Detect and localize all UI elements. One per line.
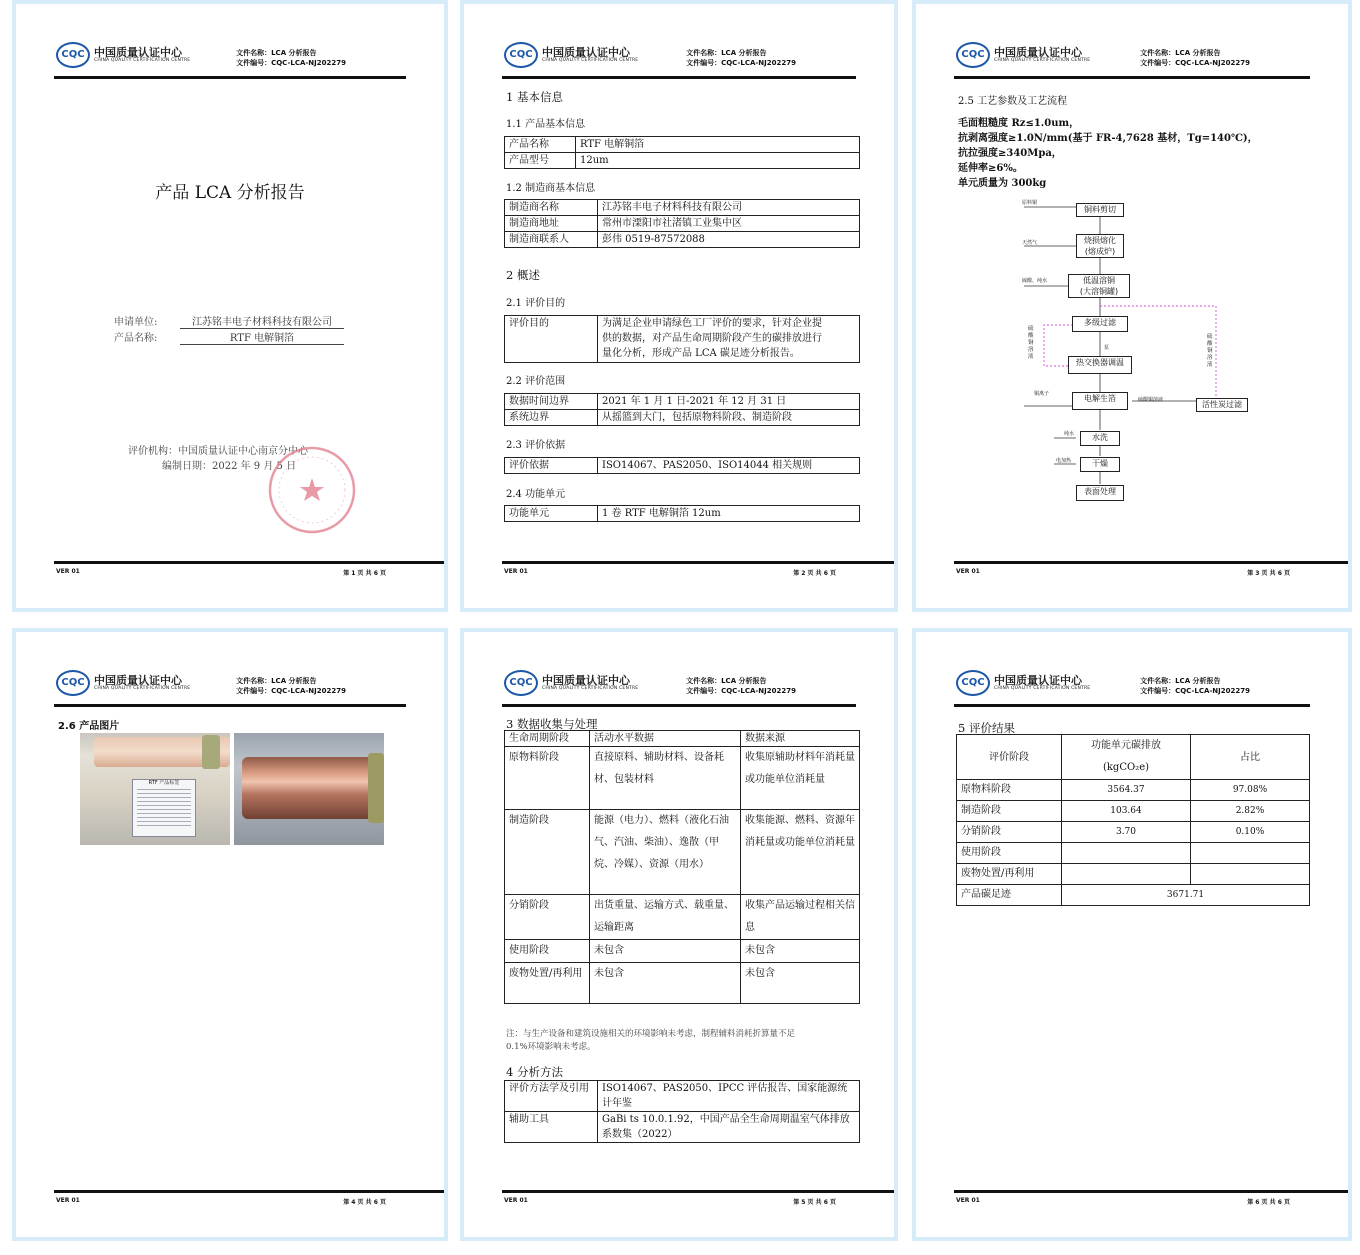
page-header xyxy=(954,40,1310,79)
param-line: 延伸率≥6%。 xyxy=(958,163,1023,174)
evaluator: 评价机构：中国质量认证中心南京分中心 xyxy=(128,446,308,457)
table-header-row: 评价阶段 功能单元碳排放 (kgCO₂e) 占比 xyxy=(957,735,1310,780)
table-row: 使用阶段 xyxy=(957,843,1310,864)
table-row: 功能单元 1 卷 RTF 电解铜箔 12um xyxy=(505,506,860,522)
table-row: 制造阶段 103.64 2.82% xyxy=(957,801,1310,822)
functional-unit-table xyxy=(504,505,860,522)
roll-end-cap xyxy=(202,735,220,769)
file-info: 文件名称：LCA 分析报告 文件编号：CQC-LCA-NJ202279 xyxy=(236,49,346,67)
flow-box: 电解生箔 xyxy=(1072,392,1128,410)
flow-input-label: 电加热 xyxy=(1056,458,1072,464)
cqc-logo: CQC 中国质量认证中心 CHINA QUALITY CERTIFICATION CENTRE xyxy=(56,40,186,72)
section-heading: 3 数据收集与处理 xyxy=(506,717,598,731)
section-heading: 2.3 评价依据 xyxy=(506,440,566,451)
table-row: 产品名称 RTF 电解铜箔 xyxy=(505,137,860,153)
cqc-logo: CQC 中国质量认证中心 CHINA QUALITY CERTIFICATION CENTRE xyxy=(56,668,186,700)
flow-box: 铜料剪切 xyxy=(1076,203,1124,217)
applicant-label: 申请单位: xyxy=(114,317,158,328)
cqc-logo: CQC 中国质量认证中心 CHINA QUALITY CERTIFICATION CENTRE xyxy=(956,668,1086,700)
table-row: 废物处置/再利用 xyxy=(957,864,1310,885)
page-header xyxy=(54,40,406,79)
flow-input-label: 天然气 xyxy=(1022,240,1038,246)
data-collection-table xyxy=(504,730,860,1004)
report-page-6 xyxy=(912,628,1352,1241)
file-info: 文件名称：LCA 分析报告 文件编号：CQC-LCA-NJ202279 xyxy=(686,677,796,695)
flow-input-label: 硫酸铜溶液 xyxy=(1138,397,1164,403)
table-row: 评价目的 为满足企业申请绿色工厂评价的要求，针对企业提 供的数据，对产品生命周期阶段产生的碳排放进行 量化分析，形成产品 LCA 碳足迹分析报告。 xyxy=(505,316,860,363)
table-total-row: 产品碳足迹 3671.71 xyxy=(957,885,1310,906)
cqc-logo-icon: CQC xyxy=(956,670,990,696)
section-heading: 2.1 评价目的 xyxy=(506,298,566,309)
table-row: 评价依据 ISO14067、PAS2050、ISO14044 相关规则 xyxy=(505,458,860,474)
cqc-logo: CQC 中国质量认证中心 CHINA QUALITY CERTIFICATION CENTRE xyxy=(956,40,1086,72)
file-info: 文件名称：LCA 分析报告 文件编号：CQC-LCA-NJ202279 xyxy=(236,677,346,695)
cqc-logo-icon: CQC xyxy=(56,670,90,696)
page-header xyxy=(54,668,406,707)
page-footer: VER 01 第 4 页 共 6 页 xyxy=(54,1190,444,1203)
flow-input-label: 泵 xyxy=(1104,345,1110,351)
param-line: 抗拉强度≥340Mpa， xyxy=(958,148,1062,159)
coil-end-cap xyxy=(368,753,384,823)
table-row: 使用阶段 未包含 未包含 xyxy=(505,940,860,963)
section-heading: 2.5 工艺参数及工艺流程 xyxy=(958,96,1068,107)
param-line: 毛面粗糙度 Rz≤1.0um， xyxy=(958,118,1080,129)
cqc-logo-icon: CQC xyxy=(504,670,538,696)
flow-box: 低温溶铜 (大溶铜罐) xyxy=(1068,274,1130,298)
flow-box: 热交换器调温 xyxy=(1068,356,1132,374)
product-label-card: RTF 产品标签 xyxy=(132,779,196,837)
table-row: 废物处置/再利用 未包含 未包含 xyxy=(505,963,860,1004)
table-row: 制造商名称 江苏铭丰电子材料科技有限公司 xyxy=(505,200,860,216)
section-heading: 4 分析方法 xyxy=(506,1065,563,1079)
page-header xyxy=(502,668,856,707)
file-info: 文件名称：LCA 分析报告 文件编号：CQC-LCA-NJ202279 xyxy=(1140,49,1250,67)
flow-input-label: 硫酸、纯水 xyxy=(1022,278,1048,284)
flow-input-label: 原料铜 xyxy=(1022,200,1038,206)
method-table xyxy=(504,1080,860,1143)
table-row: 原物料阶段 直接原料、辅助材料、设备耗材、包装材料 收集原辅助材料年消耗量或功能单位消耗量 xyxy=(505,747,860,810)
cqc-logo-icon: CQC xyxy=(56,42,90,68)
page-footer: VER 01 第 2 页 共 6 页 xyxy=(502,561,894,574)
report-page-5 xyxy=(460,628,898,1241)
table-row: 产品型号 12um xyxy=(505,153,860,169)
flow-box: 干燥 xyxy=(1080,457,1120,472)
section-heading: 2 概述 xyxy=(506,268,540,282)
product-photo-1 xyxy=(80,733,230,845)
section-heading: 1 基本信息 xyxy=(506,90,563,104)
section-heading: 2.2 评价范围 xyxy=(506,376,566,387)
product-label: 产品名称: xyxy=(114,333,158,344)
page-footer: VER 01 第 3 页 共 6 页 xyxy=(954,561,1348,574)
table-row: 系统边界 从摇篮到大门，包括原物料阶段、制造阶段 xyxy=(505,410,860,426)
flow-side-label: 硫酸铜溶液 xyxy=(1028,326,1034,360)
flow-side-label: 硫酸铜溶液 xyxy=(1207,334,1213,368)
compile-date: 编制日期：2022 年 9 月 5 日 xyxy=(162,461,297,472)
table-row: 分销阶段 出货重量、运输方式、载重量、运输距离 收集产品运输过程相关信息 xyxy=(505,895,860,940)
table-row: 数据时间边界 2021 年 1 月 1 日-2021 年 12 月 31 日 xyxy=(505,394,860,410)
table-note: 0.1%环境影响未考虑。 xyxy=(506,1042,596,1052)
product-photo-2 xyxy=(234,733,384,845)
table-header-row: 生命周期阶段 活动水平数据 数据来源 xyxy=(505,731,860,747)
cqc-logo: CQC 中国质量认证中心 CHINA QUALITY CERTIFICATION CENTRE xyxy=(504,668,634,700)
table-row: 制造商地址 常州市溧阳市社渚镇工业集中区 xyxy=(505,216,860,232)
results-table xyxy=(956,734,1310,906)
table-note: 注：与生产设备和建筑设施相关的环境影响未考虑，制程辅料消耗折算量不足 xyxy=(506,1029,796,1039)
product-value: RTF 电解铜箔 xyxy=(180,329,344,345)
section-heading: 1.1 产品基本信息 xyxy=(506,119,586,130)
flow-box: 多级过滤 xyxy=(1072,316,1128,332)
basis-table xyxy=(504,457,860,474)
cqc-logo: CQC 中国质量认证中心 CHINA QUALITY CERTIFICATION CENTRE xyxy=(504,40,634,72)
param-line: 抗剥离强度≥1.0N/mm(基于 FR-4,7628 基材，Tg=140℃)， xyxy=(958,133,1258,144)
flow-box: 表面处理 xyxy=(1076,485,1124,501)
flow-box: 活性炭过滤 xyxy=(1196,398,1248,412)
table-row: 原物料阶段 3564.37 97.08% xyxy=(957,780,1310,801)
copper-coil-image xyxy=(242,757,376,819)
file-info: 文件名称：LCA 分析报告 文件编号：CQC-LCA-NJ202279 xyxy=(1140,677,1250,695)
param-line: 单元质量为 300kg xyxy=(958,178,1047,189)
page-footer: VER 01 第 6 页 共 6 页 xyxy=(954,1190,1348,1203)
table-row: 制造商联系人 彭伟 0519-87572088 xyxy=(505,232,860,248)
page-header xyxy=(954,668,1310,707)
section-heading: 1.2 制造商基本信息 xyxy=(506,183,596,194)
section-heading: 2.6 产品图片 xyxy=(58,721,120,732)
table-row: 评价方法学及引用 ISO14067、PAS2050、IPCC 评估报告、国家能源统计年鉴 xyxy=(505,1081,860,1112)
table-row: 辅助工具 GaBi ts 10.0.1.92，中国产品全生命周期温室气体排放系数集（2022） xyxy=(505,1112,860,1143)
page-footer: VER 01 第 5 页 共 6 页 xyxy=(502,1190,894,1203)
manufacturer-table xyxy=(504,199,860,248)
flow-input-label: 铜离子 xyxy=(1034,391,1050,397)
label-card-lines xyxy=(137,789,191,827)
cqc-logo-icon: CQC xyxy=(504,42,538,68)
applicant-value: 江苏铭丰电子材料科技有限公司 xyxy=(180,313,344,329)
file-info: 文件名称：LCA 分析报告 文件编号：CQC-LCA-NJ202279 xyxy=(686,49,796,67)
report-title: 产品 LCA 分析报告 xyxy=(155,183,305,203)
table-row: 制造阶段 能源（电力）、燃料（液化石油气、汽油、柴油）、逸散（甲烷、冷媒）、资源（用水） 收集能源、燃料、资源年消耗量或功能单位消耗量 xyxy=(505,810,860,895)
table-row: 分销阶段 3.70 0.10% xyxy=(957,822,1310,843)
product-info-table xyxy=(504,136,860,169)
cqc-logo-icon: CQC xyxy=(956,42,990,68)
page-header xyxy=(502,40,856,79)
purpose-table xyxy=(504,315,860,363)
report-page-2 xyxy=(460,0,898,612)
page-footer: VER 01 第 1 页 共 6 页 xyxy=(54,561,444,574)
flow-box: 烧损熔化 (熔成炉) xyxy=(1076,234,1124,258)
report-page-3 xyxy=(912,0,1352,612)
report-page-4 xyxy=(12,628,448,1241)
report-page-1 xyxy=(12,0,448,612)
flow-box: 水洗 xyxy=(1080,431,1120,446)
scope-table xyxy=(504,393,860,426)
section-heading: 2.4 功能单元 xyxy=(506,489,566,500)
flow-connectors xyxy=(1016,194,1256,514)
official-seal-icon xyxy=(266,444,358,536)
section-heading: 5 评价结果 xyxy=(958,721,1015,735)
flow-input-label: 纯水 xyxy=(1064,431,1075,437)
